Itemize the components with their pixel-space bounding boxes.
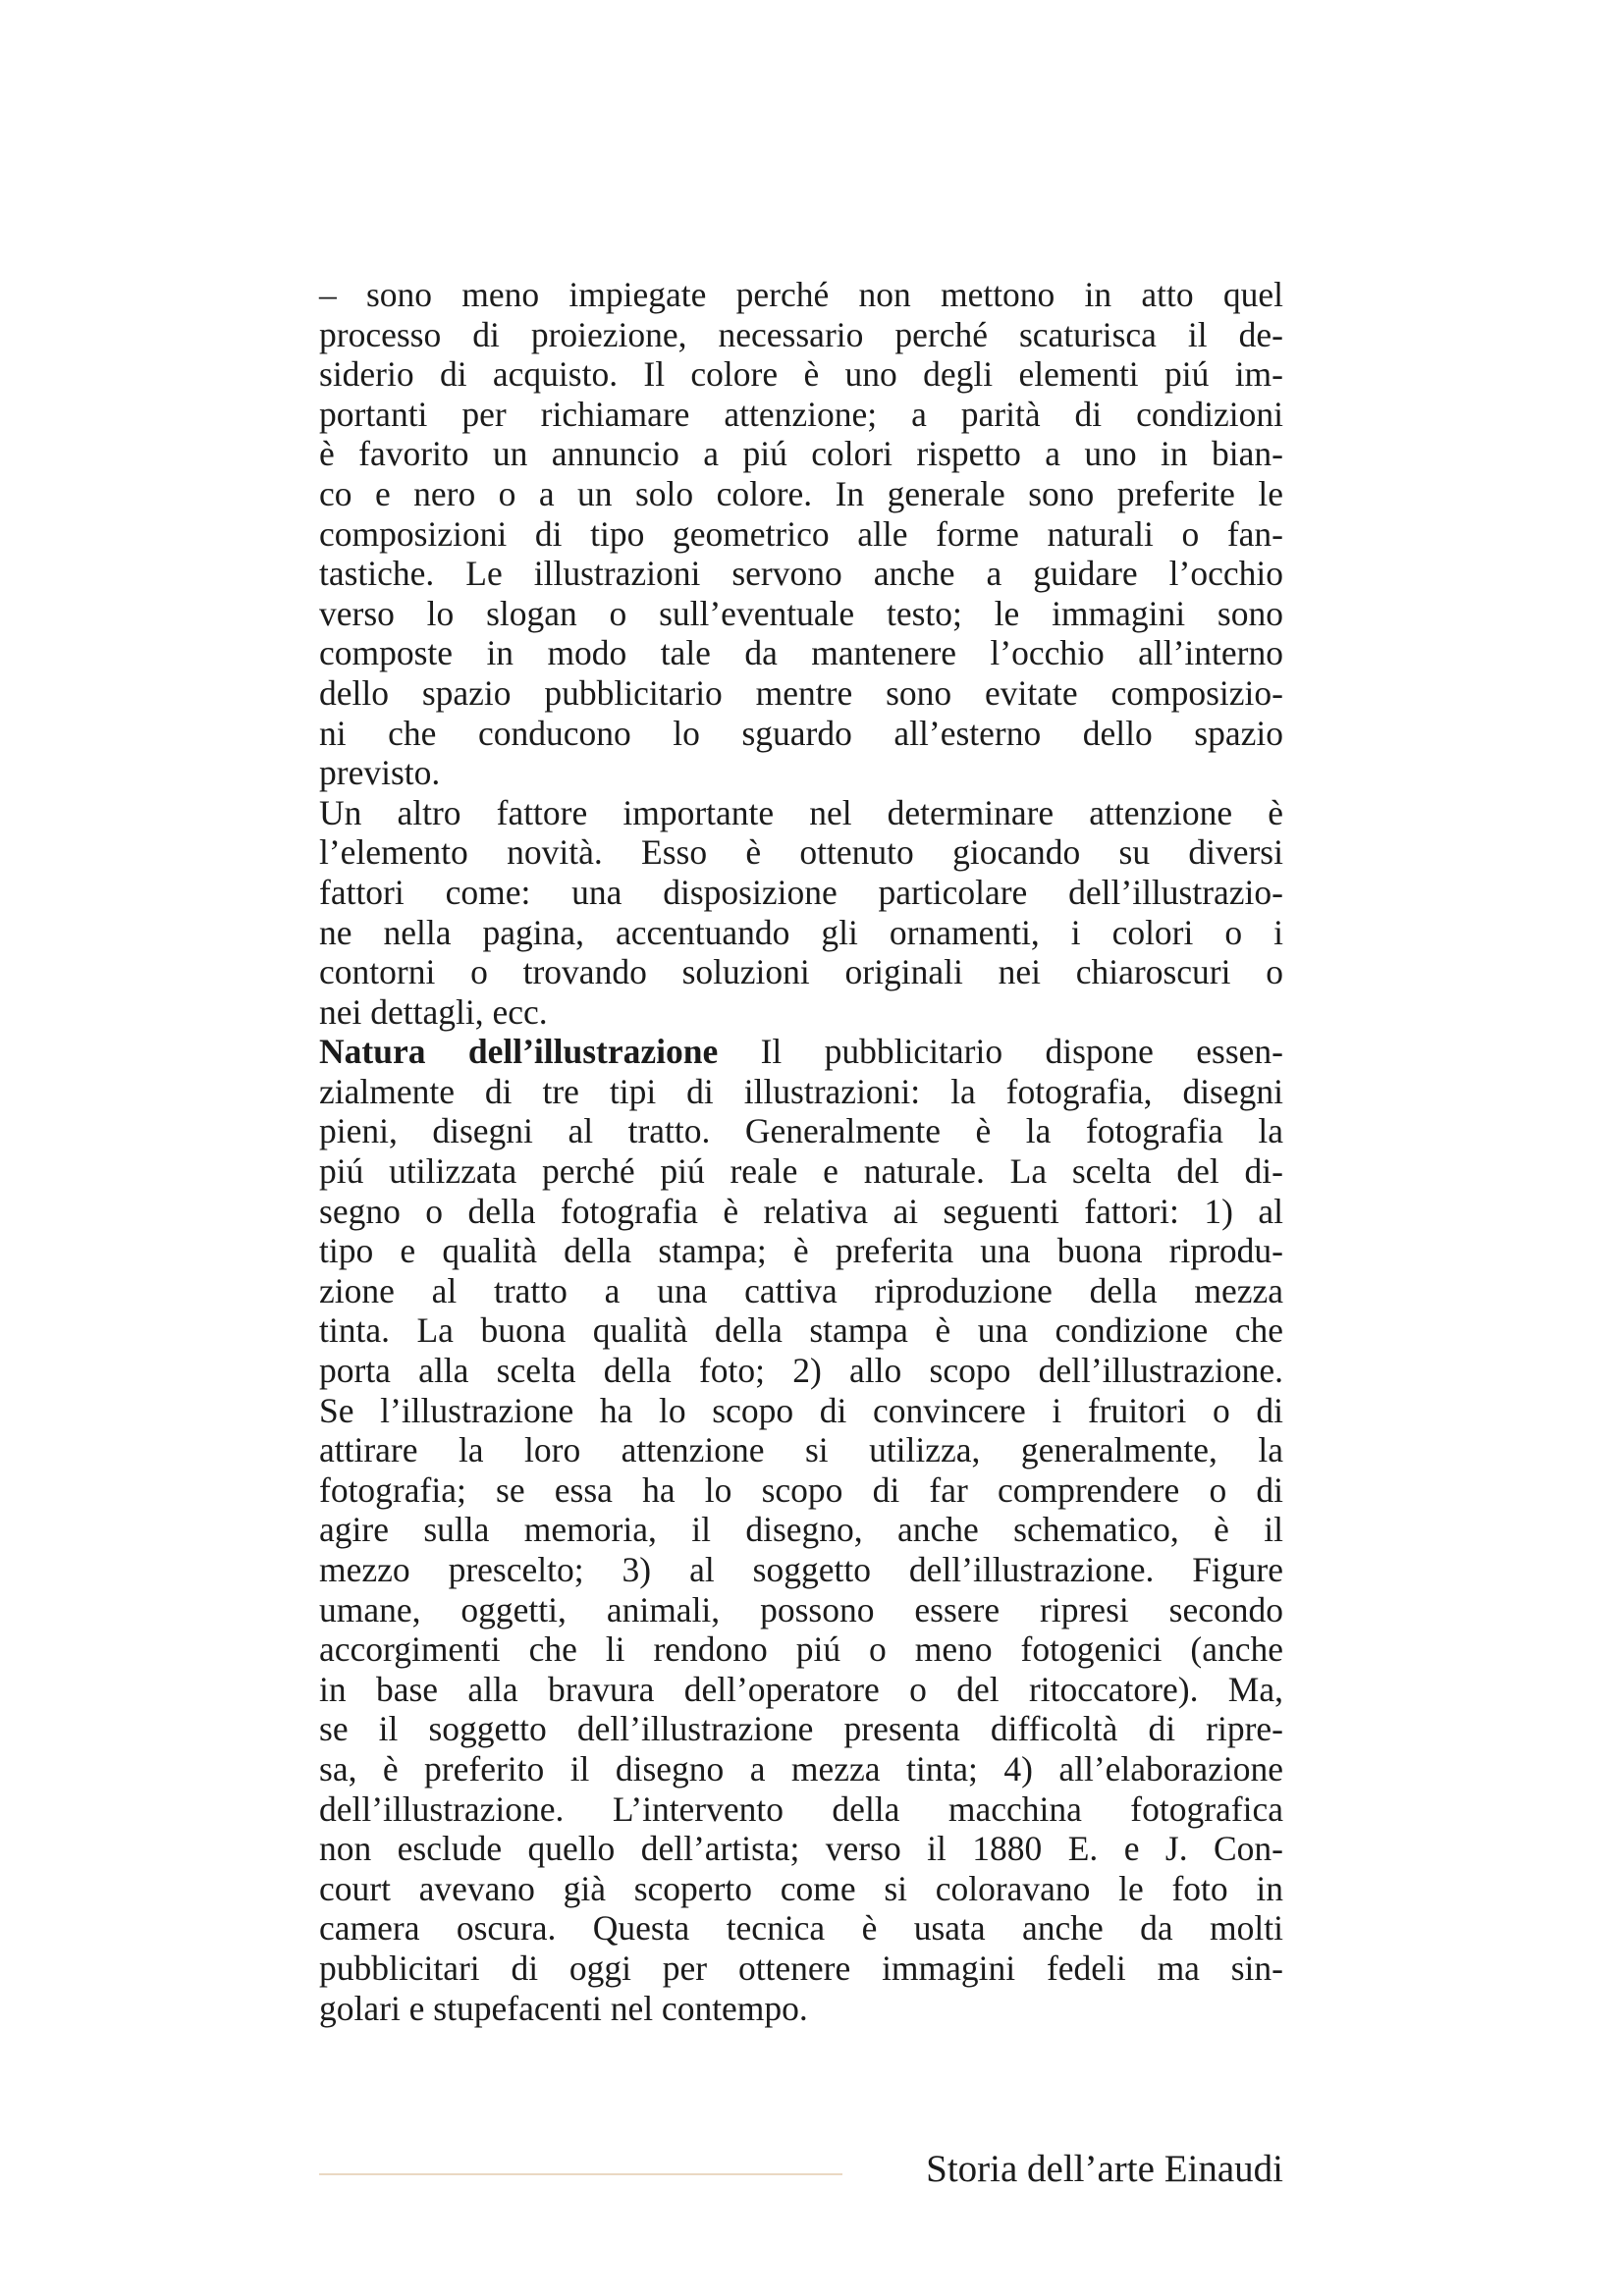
text-line: piú utilizzata perché piú reale e naturale. La scelta del di-	[319, 1151, 1283, 1192]
text-line: ni che conducono lo sguardo all’esterno dello spazio	[319, 713, 1283, 753]
text-line: nei dettagli, ecc.	[319, 991, 548, 1032]
text-line: attirare la loro attenzione si utilizza, generalmente, la	[319, 1430, 1283, 1470]
text-line: verso lo slogan o sull’eventuale testo; le immagini sono	[319, 593, 1283, 633]
section-first-line-text: Il pubblicitario dispone essen-	[718, 1032, 1283, 1072]
text-line: – sono meno impiegate perché non mettono in atto quel	[319, 275, 1283, 314]
footer-rule	[319, 2173, 842, 2175]
text-line: porta alla scelta della foto; 2) allo scopo dell’illustrazione.	[319, 1351, 1283, 1391]
text-line: contorni o trovando soluzioni originali nei chiaroscuri o	[319, 952, 1283, 992]
section-heading: Natura dell’illustrazione	[319, 1032, 719, 1072]
text-line: portanti per richiamare attenzione; a parità di condizioni	[319, 394, 1283, 434]
text-line: court avevano già scoperto come si coloravano le foto in	[319, 1868, 1283, 1908]
text-line: dell’illustrazione. L’intervento della macchina fotografica	[319, 1789, 1283, 1829]
text-line: sa, è preferito il disegno a mezza tinta; 4) all’elaborazione	[319, 1748, 1283, 1789]
text-line: tinta. La buona qualità della stampa è una condizione che	[319, 1310, 1283, 1351]
text-line: camera oscura. Questa tecnica è usata anche da molti	[319, 1908, 1283, 1949]
text-line: pubblicitari di oggi per ottenere immagini fedeli ma sin-	[319, 1948, 1283, 1988]
text-line: previsto.	[319, 753, 441, 793]
footer-title: Storia dell’arte Einaudi	[926, 2148, 1283, 2190]
text-line: pieni, disegni al tratto. Generalmente è la fotografia la	[319, 1111, 1283, 1151]
text-line: è favorito un annuncio a piú colori rispetto a uno in bian-	[319, 434, 1283, 474]
text-line: segno o della fotografia è relativa ai seguenti fattori: 1) al	[319, 1191, 1283, 1231]
text-line: processo di proiezione, necessario perché scaturisca il de-	[319, 314, 1283, 354]
text-line: agire sulla memoria, il disegno, anche schematico, è il	[319, 1510, 1283, 1550]
text-line: umane, oggetti, animali, possono essere ripresi secondo	[319, 1589, 1283, 1629]
text-line: tipo e qualità della stampa; è preferita una buona riprodu-	[319, 1231, 1283, 1271]
text-line: siderio di acquisto. Il colore è uno degli elementi piú im-	[319, 354, 1283, 395]
text-line: mezzo prescelto; 3) al soggetto dell’illustrazione. Figure	[319, 1550, 1283, 1589]
text-line: non esclude quello dell’artista; verso il 1880 E. e J. Con-	[319, 1829, 1283, 1869]
text-line: composizioni di tipo geometrico alle forme naturali o fan-	[319, 513, 1283, 554]
text-line: composte in modo tale da mantenere l’occhio all’interno	[319, 633, 1283, 673]
text-line: zialmente di tre tipi di illustrazioni: la fotografia, disegni	[319, 1071, 1283, 1111]
text-line: zione al tratto a una cattiva riproduzione della mezza	[319, 1270, 1283, 1310]
text-line: fattori come: una disposizione particolare dell’illustrazio-	[319, 872, 1283, 912]
text-line: fotografia; se essa ha lo scopo di far comprendere o di	[319, 1469, 1283, 1510]
text-line: dello spazio pubblicitario mentre sono evitate composizio-	[319, 672, 1283, 713]
text-line: golari e stupefacenti nel contempo.	[319, 1988, 808, 2028]
body-text	[319, 275, 1283, 2028]
section-first-line	[319, 1032, 1283, 1072]
text-line: se il soggetto dell’illustrazione presenta difficoltà di ripre-	[319, 1709, 1283, 1749]
text-line: l’elemento novità. Esso è ottenuto giocando su diversi	[319, 832, 1283, 873]
text-line: tastiche. Le illustrazioni servono anche a guidare l’occhio	[319, 554, 1283, 594]
text-line: Se l’illustrazione ha lo scopo di convincere i fruitori o di	[319, 1390, 1283, 1430]
text-line: co e nero o a un solo colore. In generale sono preferite le	[319, 473, 1283, 513]
text-line: in base alla bravura dell’operatore o del ritoccatore). Ma,	[319, 1669, 1283, 1709]
text-line: accorgimenti che li rendono piú o meno fotogenici (anche	[319, 1629, 1283, 1670]
text-line: Un altro fattore importante nel determinare attenzione è	[319, 792, 1283, 832]
text-line: ne nella pagina, accentuando gli ornamenti, i colori o i	[319, 912, 1283, 952]
